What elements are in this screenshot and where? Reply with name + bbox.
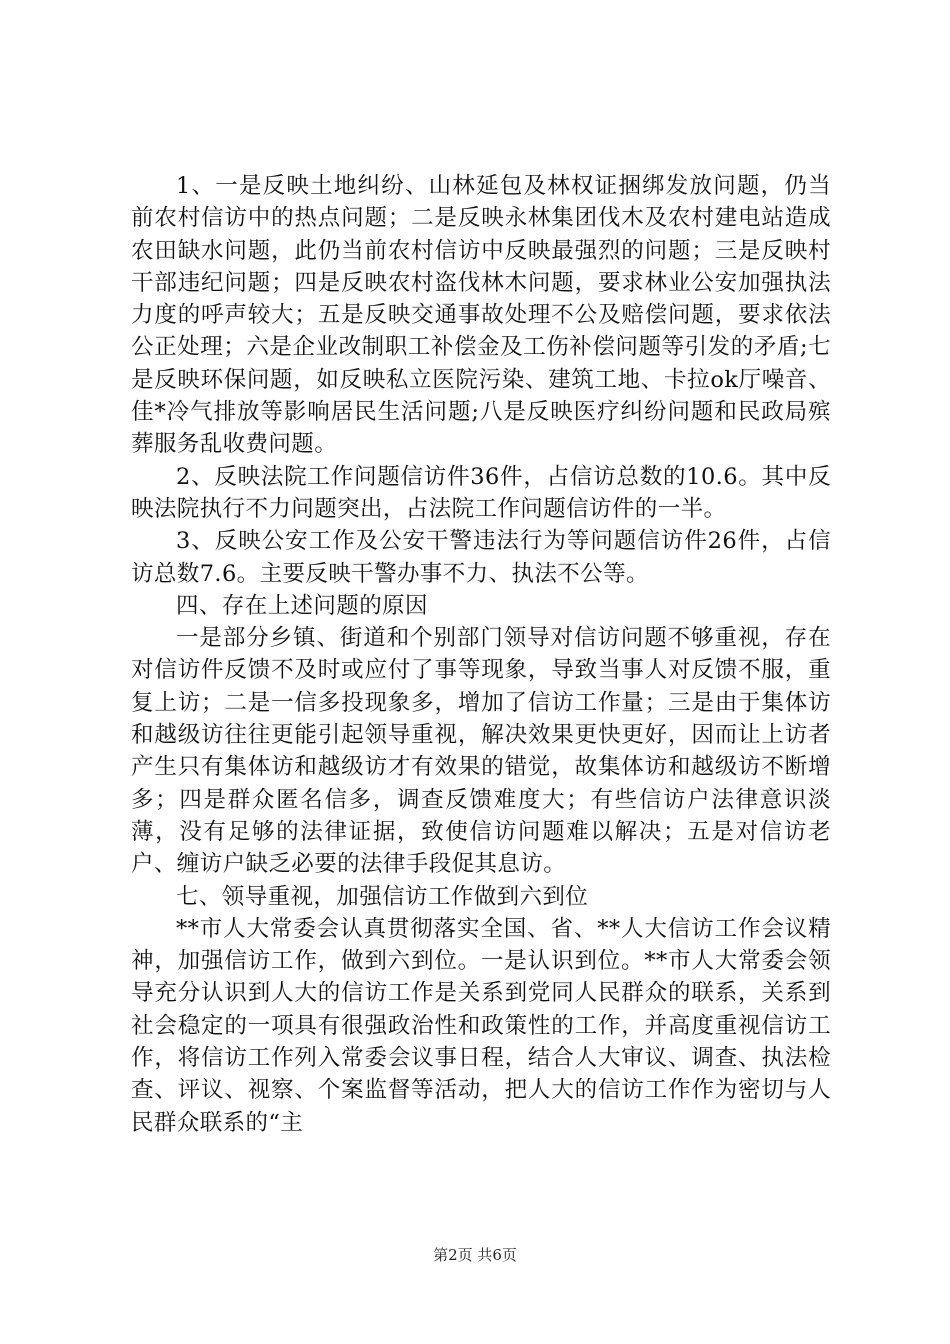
paragraph-item-2: 2、反映法院工作问题信访件36件，占信访总数的10.6。其中反映法院执行不力问题突出，占法院工作问题信访件的一半。 [131, 463, 831, 522]
paragraph-leadership: **市人大常委会认真贯彻落实全国、省、**人大信访工作会议精神，加强信访工作，做到六到位。一是认识到位。**市人大常委会领导充分认识到人大的信访工作是关系到党同人民群众的联系，关系到社会稳定的一项具有很强政治性和政策性的工作，并高度重视信访工作，将信访工作列入常委会议事日程，结合人大审议、调查、执法检查、评议、视察、个案监督等活动，把人大的信访工作作为密切与人民群众联系的“主 [131, 915, 831, 1136]
paragraph-item-1: 1、一是反映土地纠纷、山林延包及林权证捆绑发放问题，仍当前农村信访中的热点问题；二是反映永林集团伐木及农村建电站造成农田缺水问题，此仍当前农村信访中反映最强烈的问题；三是反映村干部违纪问题；四是反映农村盗伐林木问题，要求林业公安加强执法力度的呼声较大；五是反映交通事故处理不公及赔偿问题，要求依法公正处理；六是企业改制职工补偿金及工伤补偿问题等引发的矛盾;七是反映环保问题，如反映私立医院污染、建筑工地、卡拉ok厅噪音、佳*冷气排放等影响居民生活问题;八是反映医疗纠纷问题和民政局殡葬服务乱收费问题。 [131, 173, 831, 458]
document-body [131, 170, 831, 1139]
paragraph-causes: 一是部分乡镇、街道和个别部门领导对信访问题不够重视，存在对信访件反馈不及时或应付了事等现象，导致当事人对反馈不服，重复上访；二是一信多投现象多，增加了信访工作量；三是由于集体访和越级访往往更能引起领导重视，解决效果更快更好，因而让上访者产生只有集体访和越级访才有效果的错觉，故集体访和越级访不断增多；四是群众匿名信多，调查反馈难度大；有些信访户法律意识淡薄，没有足够的法律证据，致使信访问题难以解决；五是对信访老户、缠访户缺乏必要的法律手段促其息访。 [131, 625, 831, 878]
page-footer: 第2页 共6页 [433, 1246, 517, 1264]
paragraph-item-3: 3、反映公安工作及公安干警违法行为等问题信访件26件，占信访总数7.6。主要反映干警办事不力、执法不公等。 [131, 528, 831, 587]
section-heading-causes: 四、存在上述问题的原因 [176, 592, 428, 619]
section-heading-leadership: 七、领导重视，加强信访工作做到六到位 [176, 883, 589, 910]
